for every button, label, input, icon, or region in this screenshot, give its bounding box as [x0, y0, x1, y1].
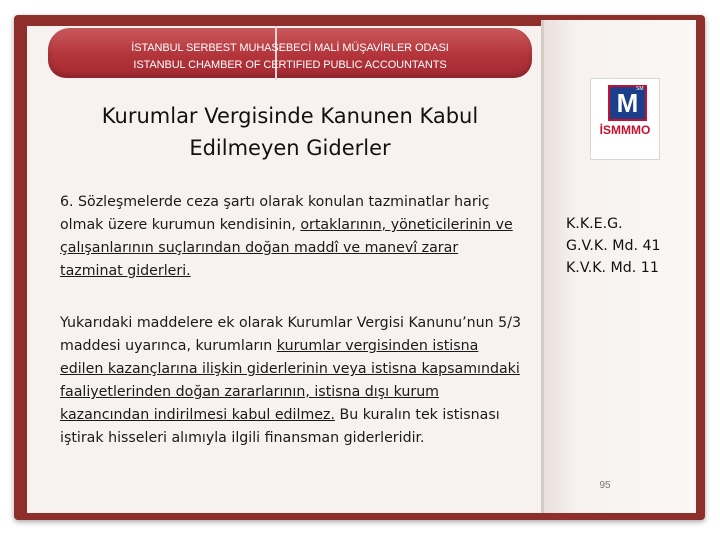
logo-sm-mark: SM — [636, 86, 644, 92]
reference-list — [566, 213, 661, 279]
logo-m-mark: M — [608, 85, 647, 121]
paragraph-1-underlined: ortaklarının, yöneticilerinin ve çalışanlarının suçlarından doğan maddî ve manevî zarar tazminat giderleri. — [60, 217, 513, 279]
reference-item: K.V.K. Md. 11 — [566, 260, 659, 276]
paragraph-2 — [60, 312, 522, 450]
paragraph-2-lead: Yukarıdaki maddelere ek olarak Kurumlar Vergisi Kanunu’nun 5/3 maddesi uyarınca, kurumların — [60, 315, 521, 354]
paragraph-1-lead: 6. Sözleşmelerde ceza şartı olarak konulan tazminatlar hariç olmak üzere kurumun kendisinin, — [60, 194, 490, 233]
paragraph-1 — [60, 191, 522, 283]
ismmmo-logo — [590, 78, 660, 160]
slide-title: Kurumlar Vergisinde Kanunen Kabul Edilmeyen Giderler — [101, 104, 479, 160]
logo-text: İSMMMO — [599, 123, 651, 137]
page-number: 95 — [599, 480, 611, 491]
header-title-tr: İSTANBUL SERBEST MUHASEBECİ MALİ MÜŞAVİRLER ODASI — [131, 42, 449, 54]
paragraph-2-underlined: kurumlar vergisinden istisna edilen kazançlarına ilişkin giderlerinin veya istisna kapsamındaki faaliyetlerinden doğan zararlarının, istisna dışı kurum kazancından indirilmesi kabul edilmez. — [60, 338, 520, 423]
reference-item: K.K.E.G. — [566, 216, 623, 232]
paragraph-2-tail: Bu kuralın tek istisnası iştirak hisseleri alımıyla ilgili finansman giderleridir. — [60, 407, 500, 446]
header-title-en: ISTANBUL CHAMBER OF CERTIFIED PUBLIC ACCOUNTANTS — [133, 59, 447, 71]
reference-item: G.V.K. Md. 41 — [566, 238, 661, 254]
book-spine — [541, 20, 544, 513]
